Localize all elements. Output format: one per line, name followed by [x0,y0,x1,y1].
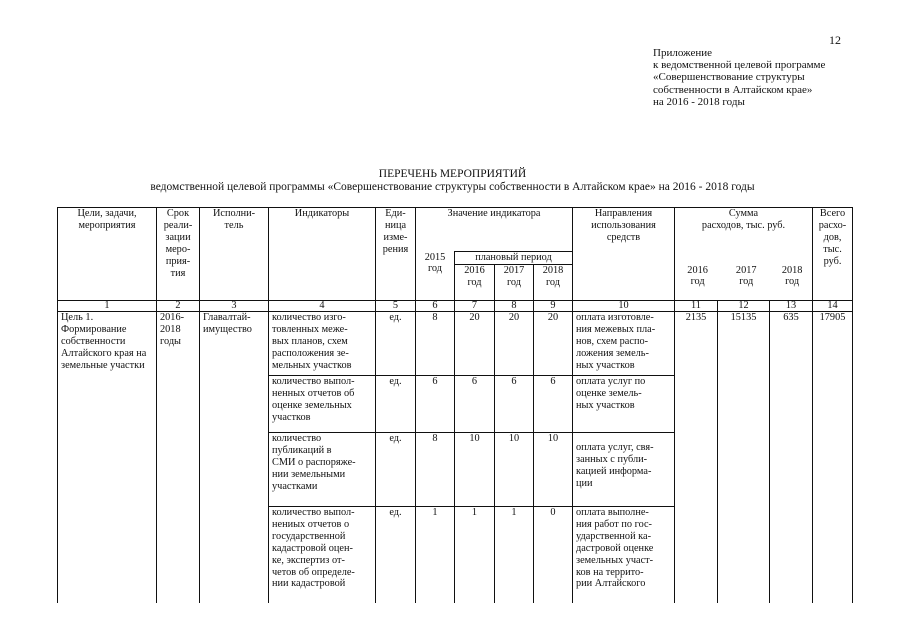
value-2016: 6 [455,376,495,433]
measures-table [57,207,853,603]
value-2015: 8 [416,433,455,507]
indicator-cell: количество выпол- нениых отчетов о государственной кадастровой оцен- ке, экспертиз от- четов об определе- нии кадастровой [269,507,376,603]
value-2016: 10 [455,433,495,507]
header-goals: Цели, задачи, мероприятия [58,208,157,301]
column-number: 10 [573,301,675,312]
column-numbers-row [58,301,853,312]
value-2016: 1 [455,507,495,603]
indicator-cell: количество изго- товленных меже- вых планов, схем расположения зе- мельных участков [269,312,376,376]
appendix-note [653,47,825,108]
sum-2016: 2135 [675,312,718,603]
goal-term: 2016- 2018 годы [157,312,200,603]
value-2015: 1 [416,507,455,603]
page-number: 12 [829,33,841,47]
column-number: 2 [157,301,200,312]
column-number: 14 [813,301,853,312]
sum-2017: 15135 [718,312,770,603]
header-sum-years [675,252,813,301]
column-number: 5 [376,301,416,312]
column-number: 8 [495,301,534,312]
direction-cell: оплата услуг, свя- занных с публи- кацией информа- ции [573,433,675,507]
header-sum-2016: 2016 год [687,264,708,288]
value-2018: 20 [534,312,573,376]
column-number: 6 [416,301,455,312]
value-2016: 20 [455,312,495,376]
column-number: 1 [58,301,157,312]
appendix-line: собственности в Алтайском крае» [653,83,813,96]
indicator-cell: количество выпол- ненных отчетов об оценке земельных участков [269,376,376,433]
header-sum-2017: 2017 год [735,264,757,288]
direction-cell: оплата изготовле- ния межевых пла- нов, схем распо- ложения земель- ных участков [573,312,675,376]
value-2015: 6 [416,376,455,433]
total-sum: 17905 [813,312,853,603]
table-row [58,312,853,376]
value-2018: 0 [534,507,573,603]
unit-cell: ед. [376,312,416,376]
document-title: ПЕРЕЧЕНЬ МЕРОПРИЯТИЙ [378,168,527,180]
column-number: 9 [534,301,573,312]
appendix-line: к ведомственной целевой программе [653,59,826,72]
appendix-line: «Совершенствование структуры [653,71,805,84]
header-unit: Еди- ница изме- рения [376,208,416,301]
unit-cell: ед. [376,433,416,507]
header-total: Всего расхо- дов, тыс. руб. [813,208,853,301]
value-2017: 1 [495,507,534,603]
value-2017: 10 [495,433,534,507]
column-number: 12 [718,301,770,312]
value-2017: 6 [495,376,534,433]
header-plan-2018: 2018 год [534,265,573,301]
goal-name: Цель 1. Формирование собственности Алтайского края на земельные участки [58,312,157,603]
column-number: 13 [770,301,813,312]
header-year-2015: 2015 год [416,252,455,301]
header-sum: Сумма расходов, тыс. руб. [675,208,813,252]
appendix-line: Приложение [653,47,713,59]
sum-2018: 635 [770,312,813,603]
column-number: 11 [675,301,718,312]
header-indicators: Индикаторы [269,208,376,301]
appendix-line: на 2016 - 2018 годы [653,95,745,108]
goal-executor: Главалтай- имущество [200,312,269,603]
value-2018: 6 [534,376,573,433]
direction-cell: оплата выполне- ния работ по гос- ударственной ка- дастровой оценке земельных участ- ков на террито- рии Алтайского [573,507,675,603]
value-2017: 20 [495,312,534,376]
value-2018: 10 [534,433,573,507]
unit-cell: ед. [376,376,416,433]
header-plan-2016: 2016 год [455,265,495,301]
header-directions: Направления использования средств [573,208,675,301]
column-number: 3 [200,301,269,312]
header-plan-2017: 2017 год [495,265,534,301]
column-number: 7 [455,301,495,312]
header-indicator-value: Значение индикатора [416,208,573,252]
header-term: Срок реали- зации меро- прия- тия [157,208,200,301]
header-planned-period: плановый период [455,252,573,265]
column-number: 4 [269,301,376,312]
unit-cell: ед. [376,507,416,603]
value-2015: 8 [416,312,455,376]
document-subtitle: ведомственной целевой программы «Совершенствование структуры собственности в Алтайском крае» на 2016 - 2018 годы [150,181,755,193]
header-sum-2018: 2018 год [781,264,803,288]
direction-cell: оплата услуг по оценке земель- ных участков [573,376,675,433]
header-executor: Исполни- тель [200,208,269,301]
indicator-cell: количество публикаций в СМИ о распоряже- нии земельными участками [269,433,376,507]
